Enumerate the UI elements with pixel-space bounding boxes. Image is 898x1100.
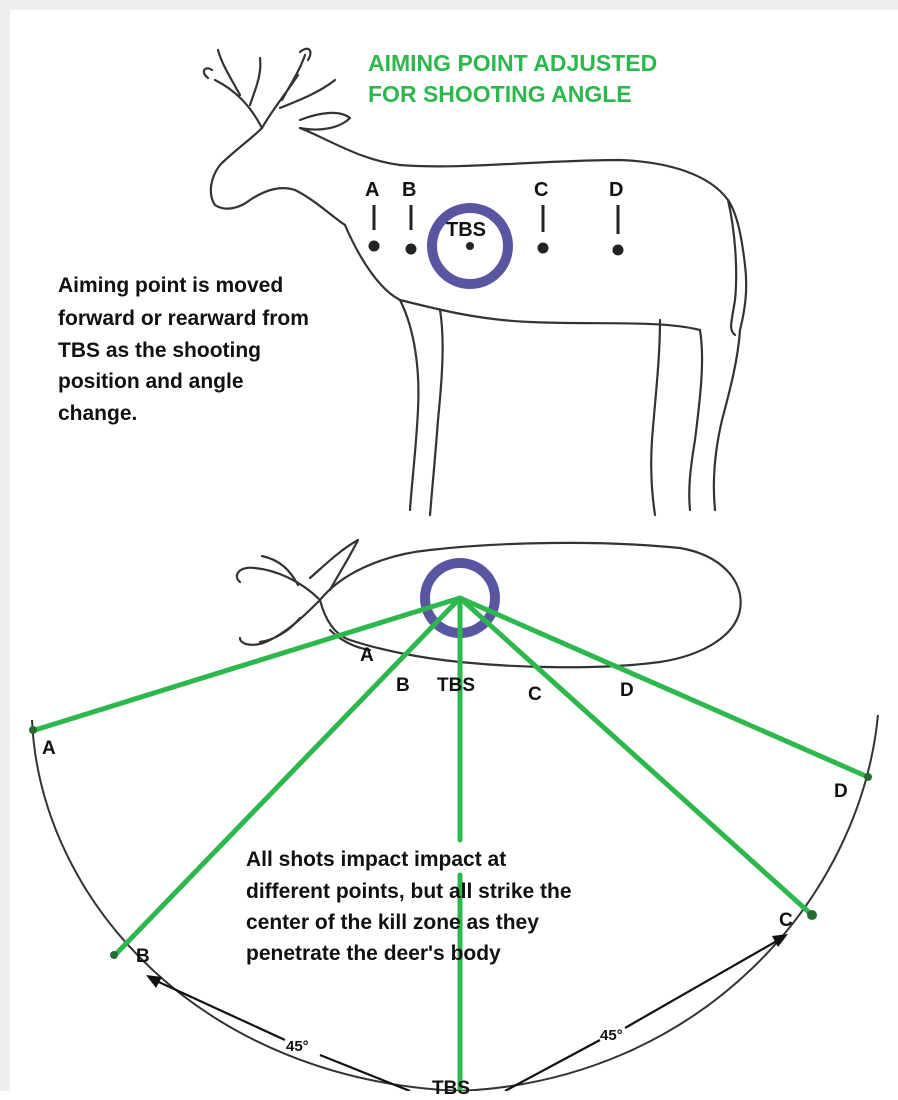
impact-label-c: C [528,684,542,705]
shot-lines [35,598,868,1091]
side-marker-b: B [402,179,417,201]
side-tbs-label: TBS [446,219,486,241]
impact-label-tbs: TBS [437,675,475,696]
shooter-label-c: C [779,910,793,931]
side-marker-c: C [534,179,549,201]
top-deer-outline [237,540,741,667]
title-line-2: FOR SHOOTING ANGLE [368,81,632,107]
left-note-5: change. [58,402,138,425]
bottom-note-1: All shots impact impact at [246,848,507,871]
bottom-note-4: penetrate the deer's body [246,942,501,965]
left-note-4: position and angle [58,370,244,393]
left-note-1: Aiming point is moved [58,274,284,297]
impact-label-a: A [360,645,374,666]
side-marker-d: D [609,179,624,201]
left-note-3: TBS as the shooting [58,339,262,362]
left-note-2: forward or rearward from [58,307,309,330]
bottom-note-3: center of the kill zone as they [246,911,539,934]
impact-label-d: D [620,680,634,701]
side-tbs-dot [466,242,474,250]
title-line-1: AIMING POINT ADJUSTED [368,50,658,76]
bottom-tbs-label: TBS [432,1078,470,1099]
impact-label-b: B [396,675,410,696]
angle-label-right: 45° [600,1027,623,1044]
shooter-label-b: B [136,946,150,967]
shooter-label-a: A [42,738,56,759]
side-marker-a: A [365,179,380,201]
angle-label-left: 45° [286,1038,309,1055]
bottom-note-2: different points, but all strike the [246,880,572,903]
shooter-label-d: D [834,781,848,802]
